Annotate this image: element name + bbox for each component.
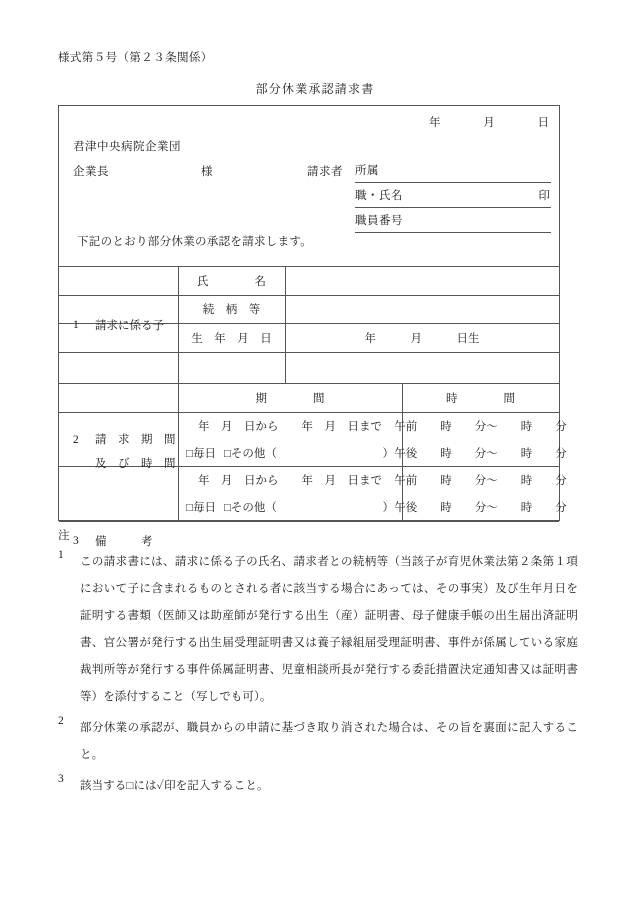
note-1-text: この請求書には、請求に係る子の氏名、請求者との続柄等（当該子が育児休業法第２条第１項において子に含まれるものとされる者に該当する場合にあっては、その事実）及び生年月日を証明する書類（医師又は助産師が発行する出生（産）証明書、母子健康手帳の出生届出済証明書、官公署が発行する出生届受理証明書又は養子縁組届受理証明書、事件が係属している家庭裁判所等が発行する事件係属証明書、児童相談所長が発行する委託措置決定通知書又は証明書等）を添付すること（写しでも可）。 <box>80 556 578 703</box>
requester-name-label: 職・氏名 <box>355 190 403 202</box>
section-1-title: 請求に係る子 <box>95 319 164 332</box>
note-item <box>58 549 578 711</box>
requester-employee-number-label: 職員番号 <box>355 215 403 227</box>
form-header-region <box>59 106 559 266</box>
period-entry-2-time-am[interactable]: 午前 時 分～ 時 分 <box>394 474 567 487</box>
period-entry-2-time-pm[interactable]: 午後 時 分～ 時 分 <box>394 502 567 514</box>
child-birthdate-value[interactable]: 年 月 日生 <box>364 332 480 345</box>
notes-heading: 注 <box>58 530 70 542</box>
child-birthdate-label: 生 年 月 日 <box>191 332 272 345</box>
note-2-text: 部分休業の承認が、職員からの申請に基づき取り消された場合は、その旨を裏面に記入すること。 <box>80 722 578 761</box>
addressee-title: 企業長 <box>73 166 109 178</box>
period-entry-2-other-checkbox[interactable]: □その他（ <box>223 502 277 514</box>
period-entry-1-date-range[interactable]: 年 月 日から 年 月 日まで <box>198 420 382 433</box>
section-3-number: 3 <box>73 534 79 547</box>
notes-section <box>58 527 578 804</box>
addressee <box>73 163 213 179</box>
date-month-label: 月 <box>483 117 495 129</box>
section-3-title: 備 考 <box>95 535 153 548</box>
requester-employee-number-row[interactable] <box>355 208 551 233</box>
organization-name: 君津中央病院企業団 <box>73 141 181 153</box>
document-title: 部分休業承認請求書 <box>255 82 375 96</box>
section-2-number: 2 <box>73 434 79 446</box>
requester-affiliation-label: 所属 <box>355 165 379 177</box>
period-entry-1-frequency[interactable] <box>178 439 402 466</box>
note-3-text: 該当する□には✓印を記入すること。 <box>80 780 269 792</box>
period-entry-1-time-pm[interactable]: 午後 時 分～ 時 分 <box>394 447 567 460</box>
section-2-title-line1: 請 求 期 間 <box>95 434 176 446</box>
note-2-number: 2 <box>58 715 64 727</box>
period-entry-2-other-close: ） <box>382 502 394 514</box>
form-number: 様式第５号（第２３条関係） <box>58 52 213 64</box>
period-entry-2-everyday-checkbox[interactable]: □毎日 <box>186 502 216 514</box>
requester-affiliation-row[interactable] <box>355 158 551 183</box>
seal-mark-icon: 印 <box>538 190 550 202</box>
addressee-honorific: 様 <box>201 166 213 178</box>
date-day-label: 日 <box>537 117 549 129</box>
section-2-title-line2: 及 び 時 間 <box>95 458 176 470</box>
child-relation-label: 続 柄 等 <box>202 304 261 316</box>
note-1-number: 1 <box>58 549 64 561</box>
requester-label: 請求者 <box>307 166 343 178</box>
note-3-number: 3 <box>58 773 64 785</box>
request-statement: 下記のとおり部分休業の承認を請求します。 <box>77 236 313 248</box>
period-entry-2-date-range[interactable]: 年 月 日から 年 月 日まで <box>198 474 382 487</box>
section-2-label <box>73 383 178 521</box>
section-2-title-spacer <box>73 452 95 476</box>
note-item <box>58 715 578 769</box>
period-entry-1-other-checkbox[interactable]: □その他（ <box>223 447 277 460</box>
section-1-number: 1 <box>73 318 79 331</box>
requester-name-row[interactable] <box>355 183 551 208</box>
period-entry-1-everyday-checkbox[interactable]: □毎日 <box>186 447 216 460</box>
period-entry-1-time-am[interactable]: 午前 時 分～ 時 分 <box>394 420 567 433</box>
date-line <box>429 114 549 130</box>
child-name-label: 氏 名 <box>197 275 266 288</box>
child-name-value[interactable] <box>285 266 559 295</box>
period-column-header: 期 間 <box>255 392 325 405</box>
date-year-label: 年 <box>429 117 441 129</box>
form-main-box <box>58 105 567 548</box>
child-relation-value[interactable] <box>285 295 559 323</box>
requester-fields <box>355 158 551 233</box>
note-item <box>58 773 578 800</box>
period-entry-2-frequency[interactable] <box>178 493 402 521</box>
time-column-header: 時 間 <box>446 392 515 405</box>
section-1-label <box>73 266 178 383</box>
period-entry-1-other-close: ） <box>382 447 394 460</box>
